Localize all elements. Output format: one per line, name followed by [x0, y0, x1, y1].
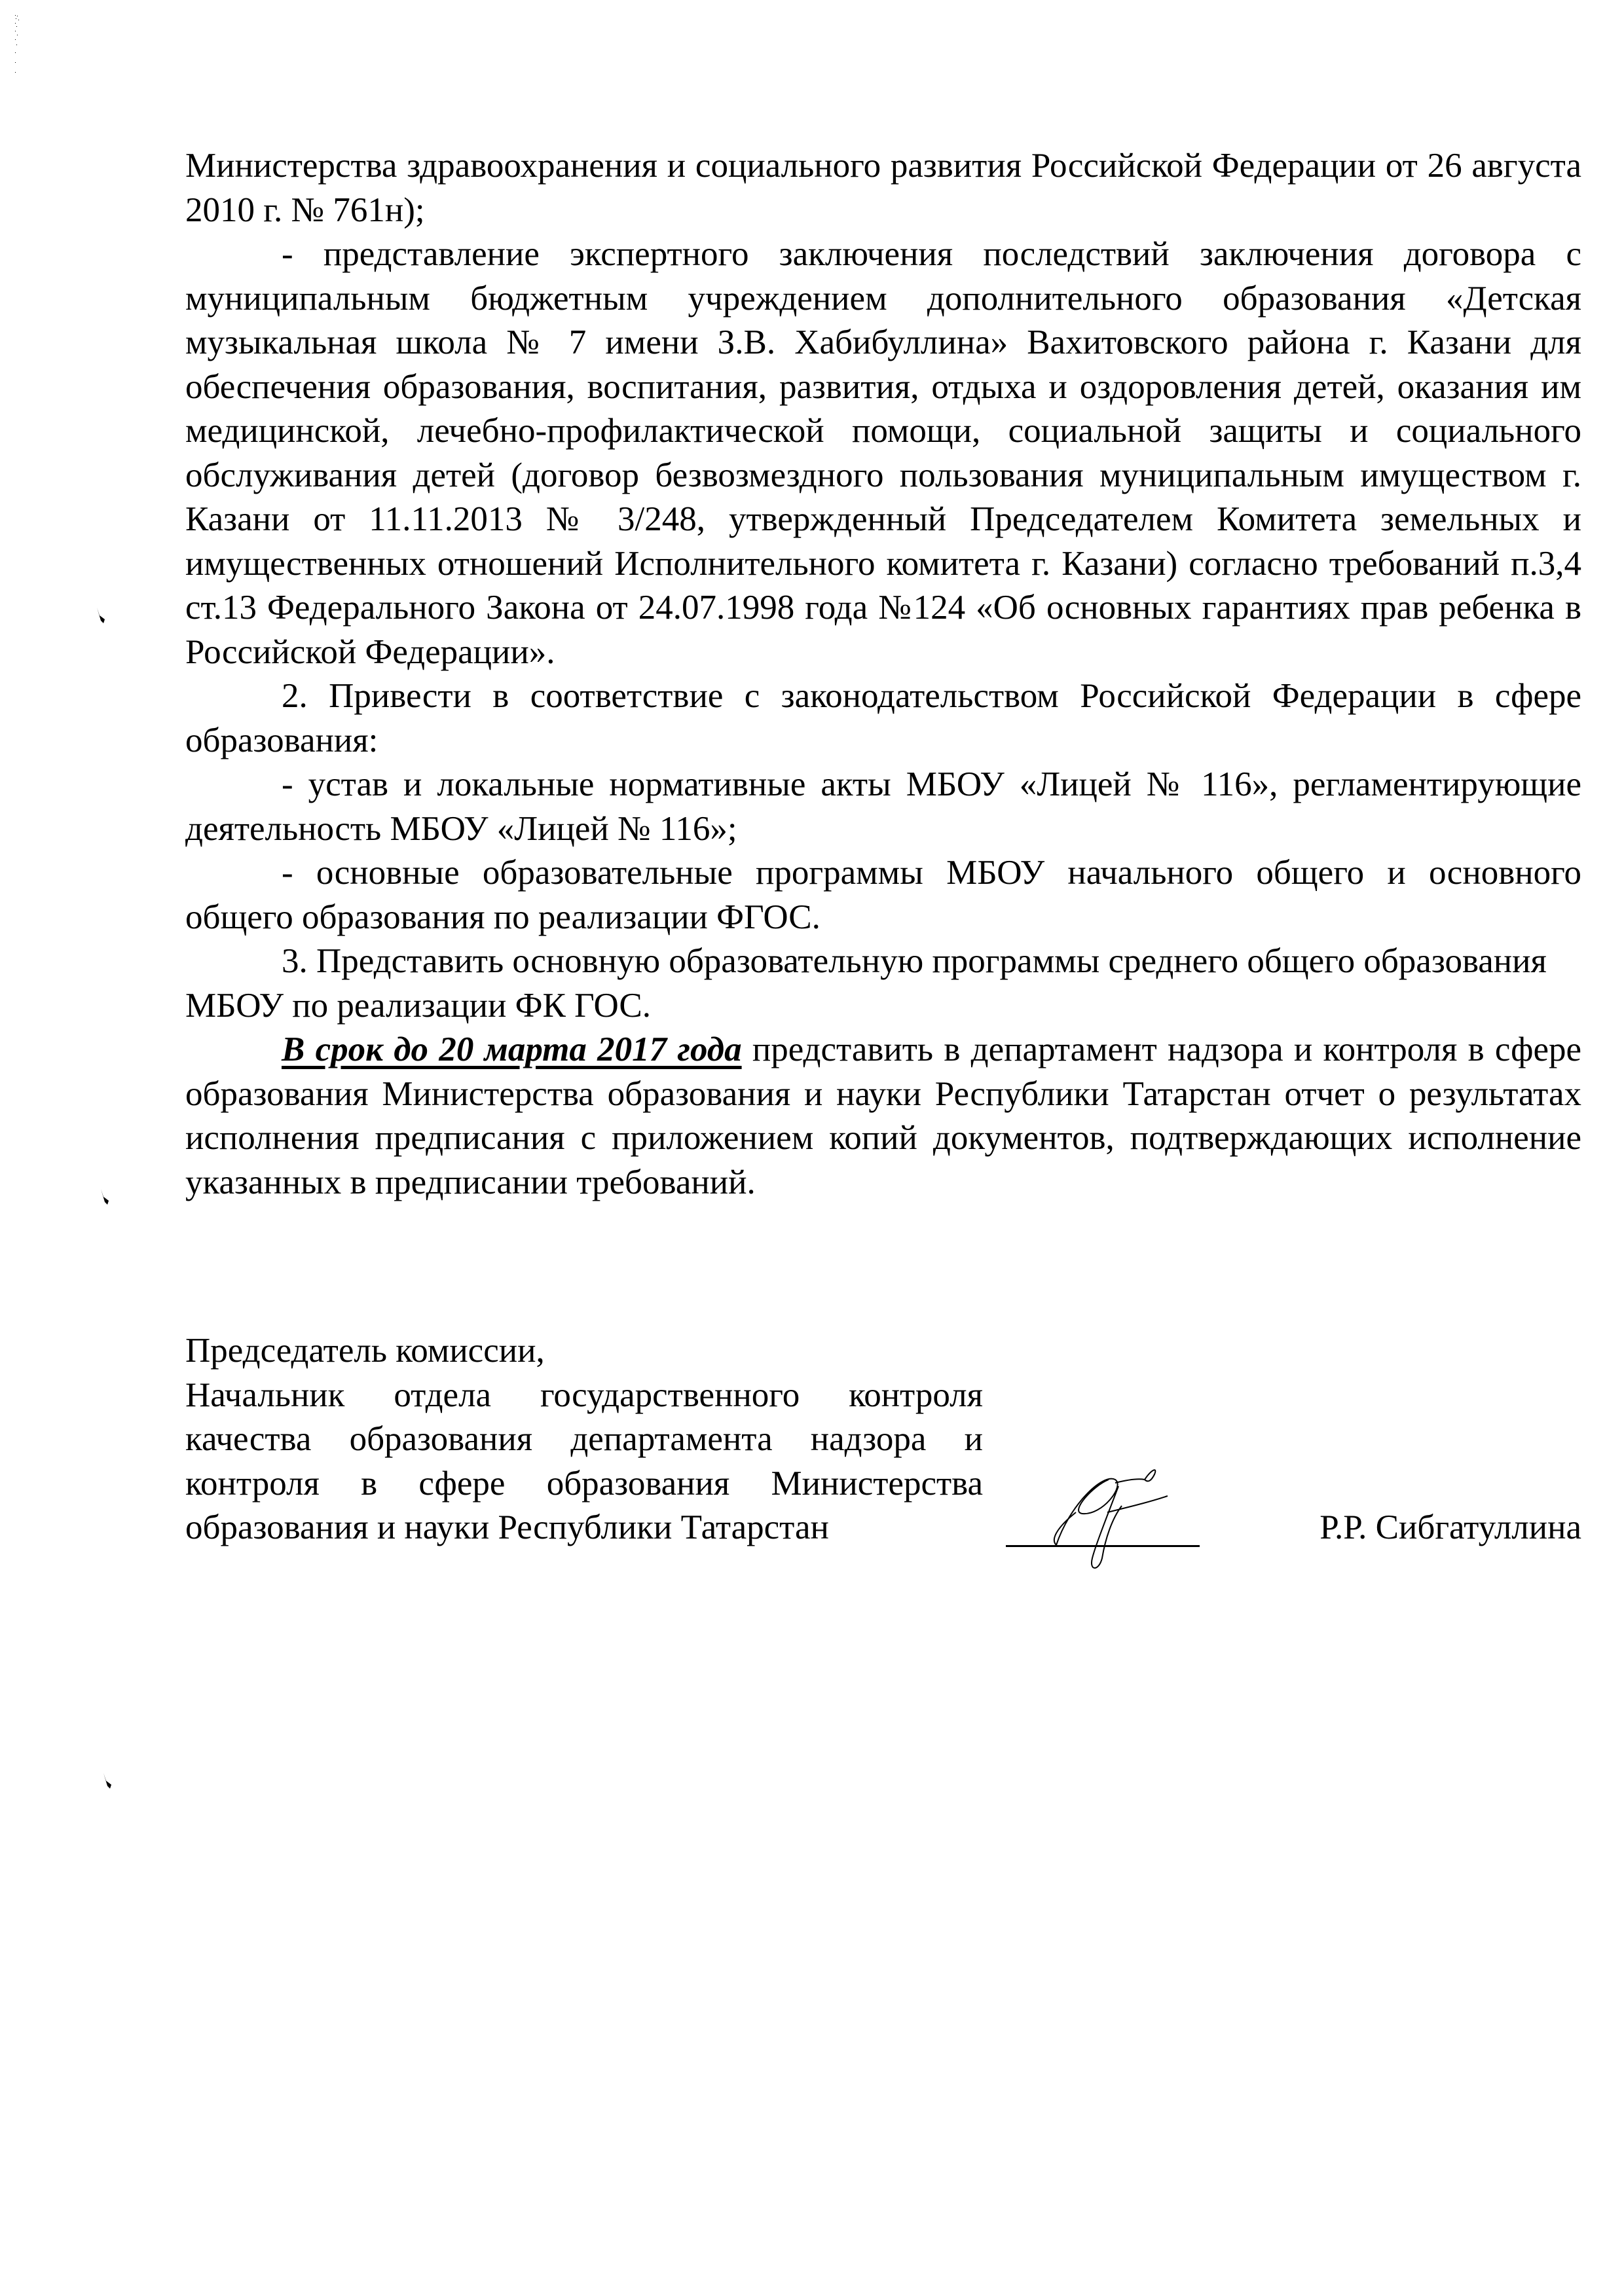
handwritten-signature-icon: [1030, 1467, 1227, 1597]
deadline-text: представить в департамент надзора и контроля в сфере образования Министерства образования и науки Республики Татарстан отчет о результатах исполнения предписания с приложением копий документов, подтверждающих исполнение указанных в предписании требований.: [185, 1030, 1581, 1201]
margin-tick-mark: [100, 1188, 113, 1207]
signatory-position-line: контроля в сфере образования Министерства: [185, 1464, 983, 1503]
paragraph-charter: - устав и локальные нормативные акты МБОУ «Лицей № 116», регламентирующие деятельность МБОУ «Лицей № 116»;: [185, 765, 1581, 848]
paragraph-expert-conclusion: - представление экспертного заключения последствий заключения договора с муниципальным бюджетным учреждением дополнительного образования «Детская музыкальная школа № 7 имени З.В. Хабибуллина» Вахитовского района г. Казани для обеспечения образования, воспитания, развития, отдыха и оздоровления детей, оказания им медицинской, лечебно-профилактической помощи, социальной защиты и социального обслуживания детей (договор безвозмездного пользования муниципальным имуществом г. Казани от 11.11.2013 № 3/248, утвержденный Председателем Комитета земельных и имущественных отношений Исполнительного комитета г. Казани) согласно требований п.3,4 ст.13 Федерального Закона от 24.07.1998 года №124 «Об основных гарантиях прав ребенка в Российской Федерации».: [185, 235, 1581, 671]
paragraph-item-3: 3. Представить основную образовательную программы среднего общего образования МБОУ по реализации ФК ГОС.: [185, 942, 1547, 1025]
paragraph-deadline: [185, 1028, 1581, 1205]
paragraph-item-2: 2. Привести в соответствие с законодательством Российской Федерации в сфере образования:: [185, 677, 1581, 759]
signatory-position-line: образования и науки Республики Татарстан: [185, 1508, 829, 1546]
margin-tick-mark: [102, 1772, 115, 1791]
signature-block: [185, 1329, 1581, 1591]
signatory-role: Председатель комиссии,: [185, 1332, 545, 1370]
signatory-position-line: Начальник отдела государственного контроля: [185, 1376, 983, 1414]
scan-artifact: [13, 13, 22, 79]
signatory-position: [185, 1374, 983, 1550]
document-body: [185, 144, 1581, 1205]
signatory-position-line: качества образования департамента надзора и: [185, 1420, 983, 1458]
margin-tick-mark: [96, 606, 109, 626]
paragraph-programs-fgos: - основные образовательные программы МБОУ начального общего и основного общего образования по реализации ФГОС.: [185, 854, 1581, 936]
signatory-name: Р.Р. Сибгатуллина: [1320, 1508, 1581, 1546]
paragraph-ministry-reference: Министерства здравоохранения и социального развития Российской Федерации от 26 августа 2010 г. № 761н);: [185, 147, 1581, 229]
deadline-date: В срок до 20 марта 2017 года: [282, 1030, 742, 1068]
